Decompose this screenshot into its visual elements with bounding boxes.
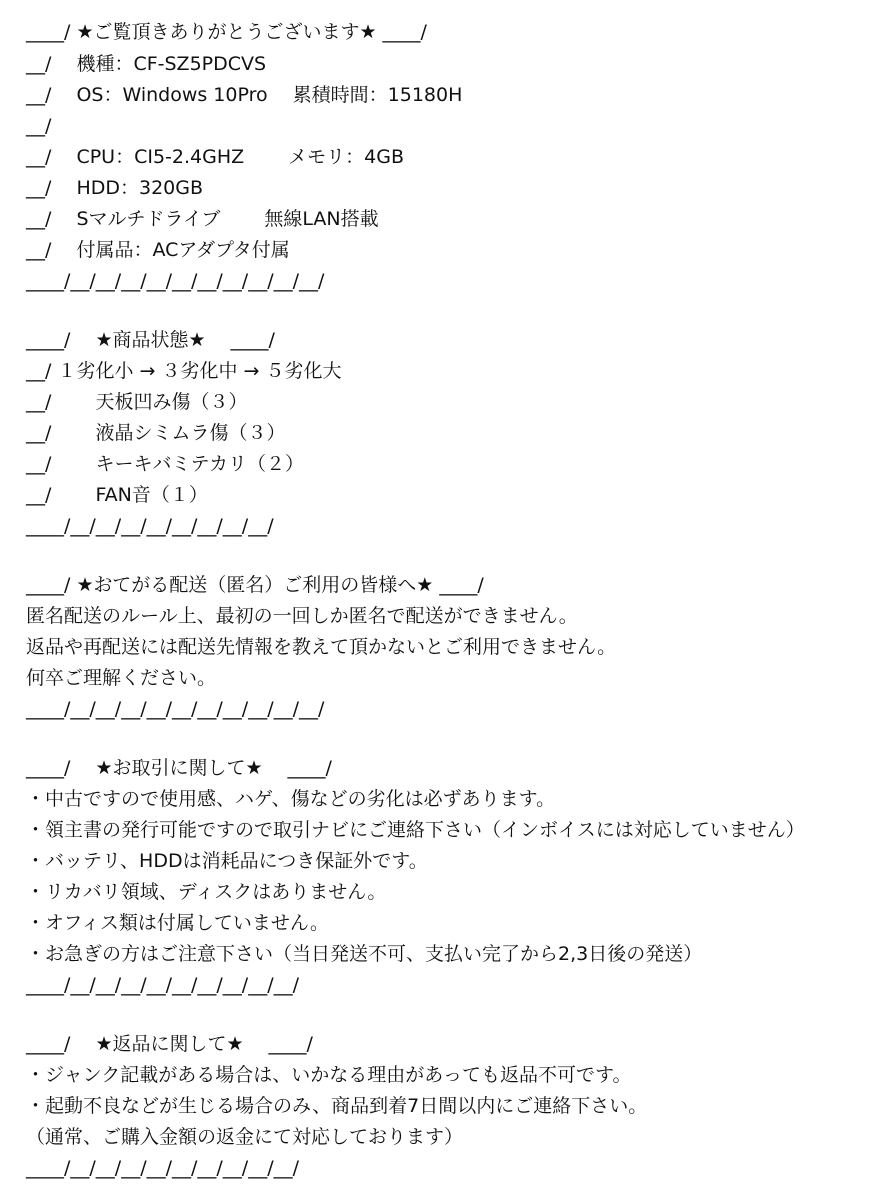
returns-note: ・ジャンク記載がある場合は、いかなる理由があっても返品不可です。 (26, 1064, 632, 1086)
transaction-note: ・オフィス類は付属していません。 (26, 912, 330, 934)
spec-cpu-memory: __/ CPU：CI5-2.4GHZ メモリ：4GB (26, 146, 405, 168)
section-divider: ____/__/__/__/__/__/__/__/__/__/ (26, 1157, 300, 1179)
section-divider: ____/__/__/__/__/__/__/__/__/__/__/ (26, 698, 325, 720)
condition-item: __/ キーキバミテカリ（２） (26, 453, 305, 475)
shipping-text: 匿名配送のルール上、最初の一回しか匿名で配送ができません。 (26, 605, 578, 627)
section-divider: ____/__/__/__/__/__/__/__/__/ (26, 515, 274, 537)
condition-item: __/ 天板凹み傷（３） (26, 391, 248, 413)
shipping-text: 返品や再配送には配送先情報を教えて頂かないとご利用できません。 (26, 636, 617, 658)
condition-heading: ____/ ★商品状態★ ____/ (26, 329, 275, 351)
transaction-note: ・リカバリ領域、ディスクはありません。 (26, 881, 387, 903)
transaction-note: ・領主書の発行可能ですので取引ナビにご連絡下さい（インボイスには対応していません） (26, 819, 805, 841)
shipping-text: 何卒ご理解ください。 (26, 667, 217, 689)
section-divider: ____/__/__/__/__/__/__/__/__/__/__/ (26, 270, 325, 292)
transaction-heading: ____/ ★お取引に関して★ ____/ (26, 757, 332, 779)
greeting-heading: ____/ ★ご覧頂きありがとうございます★ ____/ (26, 21, 427, 43)
returns-note: （通常、ご購入金額の返金にて対応しております） (26, 1126, 464, 1148)
condition-item: __/ 液晶シミムラ傷（３） (26, 422, 286, 444)
section-divider: ____/__/__/__/__/__/__/__/__/__/ (26, 974, 300, 996)
shipping-heading: ____/ ★おてがる配送（匿名）ご利用の皆様へ★ ____/ (26, 574, 484, 596)
transaction-note: ・バッテリ、HDDは消耗品につき保証外です。 (26, 850, 428, 872)
spec-hdd: __/ HDD：320GB (26, 177, 204, 199)
transaction-note: ・中古ですので使用感、ハゲ、傷などの劣化は必ずあります。 (26, 788, 556, 810)
spec-os-hours: __/ OS：Windows 10Pro 累積時間：15180H (26, 84, 463, 106)
spec-spacer: __/ (26, 115, 52, 137)
spec-model: __/ 機種：CF-SZ5PDCVS (26, 53, 267, 75)
condition-item: __/ FAN音（１） (26, 484, 208, 506)
condition-scale: __/ １劣化小 → ３劣化中 → ５劣化大 (26, 360, 342, 382)
returns-note: ・起動不良などが生じる場合のみ、商品到着7日間以内にご連絡下さい。 (26, 1095, 648, 1117)
returns-heading: ____/ ★返品に関して★ ____/ (26, 1033, 313, 1055)
spec-accessories: __/ 付属品：ACアダプタ付属 (26, 239, 290, 261)
transaction-note: ・お急ぎの方はご注意下さい（当日発送不可、支払い完了から2,3日後の発送） (26, 943, 703, 965)
spec-drive-wifi: __/ Sマルチドライブ 無線LAN搭載 (26, 208, 379, 230)
